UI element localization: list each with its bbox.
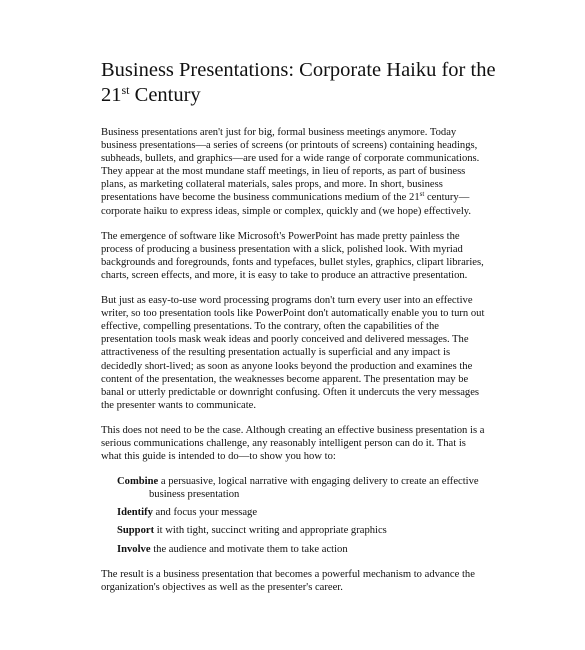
step-keyword: Involve bbox=[117, 543, 151, 555]
paragraph-intro bbox=[101, 126, 485, 218]
document-title bbox=[101, 58, 521, 108]
step-text: the audience and motivate them to take action bbox=[150, 543, 348, 555]
paragraph-software: The emergence of software like Microsoft's PowerPoint has made pretty painless the process of producing a business presentation with a slick, polished look. With myriad backgrounds and foregrounds, fonts and typefaces, bullet styles, graphics, clipart libraries, charts, screen effects, and more, it is easy to take to produce an attractive presentation. bbox=[101, 230, 484, 281]
paragraph-result: The result is a business presentation that becomes a powerful mechanism to advance the organization's objectives as well as the presenter's career. bbox=[101, 568, 475, 593]
title-main: Business Presentations: Corporate Haiku for the 21 bbox=[101, 59, 496, 106]
paragraph-intro-before: Business presentations aren't just for big, formal business meetings anymore. Today business presentations—a series of screens (or printouts of screens) containing headings, subheads, bullets, and graphics—are used for a wide range of corporate communications. They appear at the most mundane staff meetings, in lieu of reports, as part of business plans, as marketing collateral materials, sales props, and more. In short, business presentations have become the business communications medium of the 21 bbox=[101, 127, 480, 204]
step-keyword: Combine bbox=[117, 476, 159, 488]
step-text: a persuasive, logical narrative with engaging delivery to create an effective business presentation bbox=[149, 476, 479, 501]
step-keyword: Support bbox=[117, 525, 155, 537]
title-superscript: st bbox=[121, 83, 130, 97]
document-body bbox=[101, 126, 485, 606]
list-item bbox=[117, 506, 485, 519]
list-item bbox=[117, 543, 485, 556]
paragraph-tools: But just as easy-to-use word processing programs don't turn every user into an effective writer, so too presentation tools like PowerPoint don't automatically enable you to turn out effective, compelling presentations. To the contrary, often the capabilities of the presentation tools mask weak ideas and poorly conceived and delivered messages. The attractiveness of the resulting presentation actually is superficial and any impact is decidedly short-lived; as soon as anyone looks beyond the production and examines the content of the presentation, the weaknesses become apparent. The presentation may be banal or utterly predictable or downright confusing. Often it undercuts the very messages the presenter wants to communicate. bbox=[101, 295, 485, 411]
paragraph-intro-after: century—corporate haiku to express ideas, simple or complex, quickly and (we hope) effectively. bbox=[101, 192, 472, 217]
paragraph-intro-superscript: st bbox=[419, 190, 425, 199]
step-text: and focus your message bbox=[152, 507, 258, 519]
list-item bbox=[117, 524, 485, 537]
title-tail: Century bbox=[129, 84, 201, 106]
guide-steps-list bbox=[117, 475, 485, 555]
step-text: it with tight, succinct writing and appropriate graphics bbox=[154, 525, 387, 537]
step-keyword: Identify bbox=[117, 507, 153, 519]
list-item bbox=[117, 475, 485, 501]
paragraph-guide: This does not need to be the case. Although creating an effective business presentation is a serious communications challenge, any reasonably intelligent person can do it. That is what this guide is intended to do—to show you how to: bbox=[101, 424, 485, 463]
